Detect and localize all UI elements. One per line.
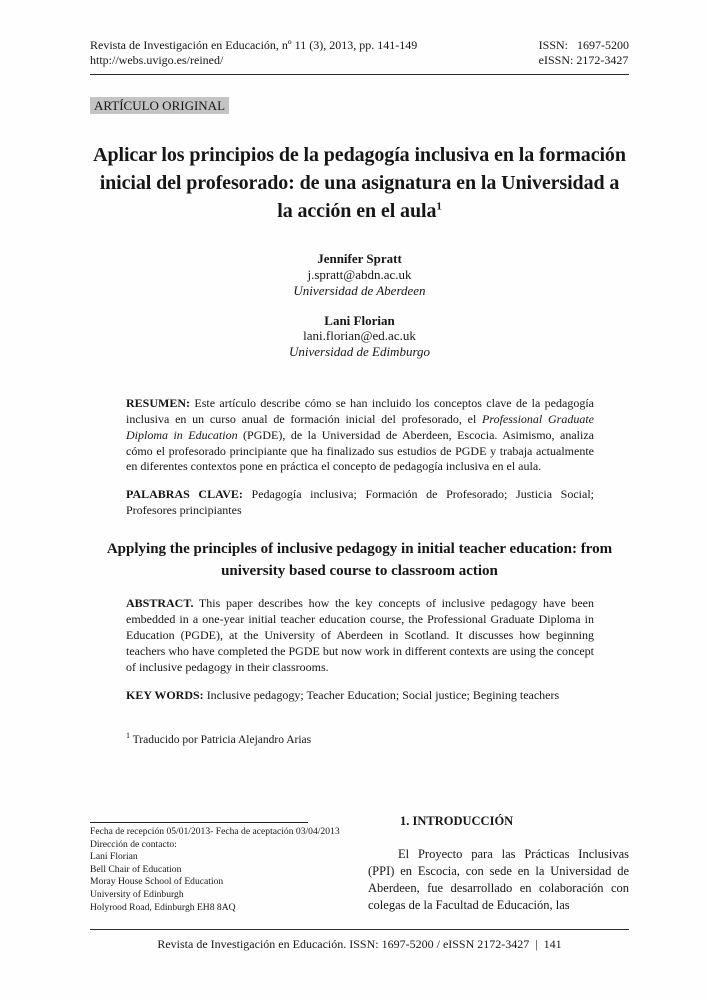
- contact-line: Holyrood Road, Edinburgh EH8 8AQ: [90, 901, 236, 913]
- translator-footnote: [126, 731, 629, 746]
- contact-line: Moray House School of Education: [90, 876, 224, 888]
- palabras-clave-paragraph: [126, 487, 594, 519]
- introduction-section: [368, 814, 629, 914]
- abstract-section: [126, 596, 594, 703]
- abstract-text: This paper describes how the key concepts of inclusive pedagogy have been embedded in a one-year initial teacher education course, the Professional Graduate Diploma in Education (PGDE), at the University of Aberdeen in Scotland. It discusses how beginning teachers who have completed the PGDE but now work in different contexts are using the concept of inclusive pedagogy in their classrooms.: [126, 596, 594, 674]
- contact-line: University of Edinburgh: [90, 888, 184, 900]
- author-affiliation: Universidad de Edimburgo: [288, 344, 431, 360]
- article-title-es: [90, 141, 629, 225]
- issn-block: [539, 38, 629, 68]
- keywords-paragraph: [126, 688, 594, 704]
- section-heading-introduction: 1. INTRODUCCIÓN: [400, 814, 514, 828]
- journal-citation: Revista de Investigación en Educación, nº 11 (3), 2013, pp. 141-149: [90, 38, 418, 52]
- palabras-clave-label: PALABRAS CLAVE:: [126, 487, 243, 502]
- contact-line: Fecha de recepción 05/01/2013- Fecha de aceptación 03/04/2013: [90, 826, 340, 837]
- issn-line: ISSN: 1697-5200: [538, 38, 629, 52]
- resumen-section: [126, 396, 594, 519]
- contact-block: [90, 822, 340, 914]
- footnote-divider: [90, 822, 308, 823]
- palabras-clave-text: Pedagogía inclusiva; Formación de Profesorado; Justicia Social; Profesores principiantes: [126, 487, 594, 518]
- journal-url[interactable]: http://webs.uvigo.es/reined/: [90, 53, 224, 67]
- eissn-line: eISSN: 2172-3427: [538, 53, 629, 67]
- page-footer: [90, 929, 629, 952]
- author-affiliation: Universidad de Aberdeen: [293, 282, 426, 298]
- author-name: Jennifer Spratt: [317, 251, 402, 266]
- keywords-text: Inclusive pedagogy; Teacher Education; Social justice; Begining teachers: [203, 687, 560, 702]
- contact-line: Dirección de contacto:: [90, 838, 177, 850]
- contact-line: Lani Florian: [90, 851, 138, 863]
- resumen-text-2: (PGDE), de la Universidad de Aberdeen, Escocia. Asimismo, analiza cómo el profesorado principiante que ha finalizado sus estudios de PGDE y trabaja actualmente en diferentes contextos pone en práctica el concepto de pedagogía inclusiva en el aula.: [126, 427, 594, 474]
- author-block: [90, 313, 629, 361]
- translator-footnote-text: Traducido por Patricia Alejandro Arias: [130, 734, 312, 747]
- page-header: [90, 38, 629, 68]
- course-name-italic: Professional Graduate Diploma in Education: [126, 411, 595, 442]
- article-title-es-text: Aplicar los principios de la pedagogía inclusiva en la formación inicial del profesorado: de una asignatura en la Universidad a la acción en el aula: [93, 144, 626, 222]
- badge-row: [90, 97, 629, 115]
- title-footnote-marker: 1: [436, 200, 442, 213]
- authors-block: [90, 251, 629, 360]
- bottom-columns: [90, 814, 629, 914]
- header-divider: [90, 74, 629, 75]
- introduction-paragraph: El Proyecto para las Prácticas Inclusivas (PPI) en Escocia, con sede en la Universidad de Aberdeen, fue desarrollado en colaboración con colegas de la Facultad de Educación, las: [368, 847, 629, 912]
- article-type-badge: ARTÍCULO ORIGINAL: [90, 97, 229, 114]
- resumen-paragraph: [126, 396, 594, 475]
- author-email[interactable]: j.spratt@abdn.ac.uk: [307, 266, 412, 282]
- translator-footnote-marker: 1: [126, 731, 130, 741]
- resumen-text-1: Este artículo describe cómo se han incluido los conceptos clave de la pedagogía inclusiva en un curso anual de formación inicial del profesorado, el: [126, 396, 594, 426]
- author-name: Lani Florian: [324, 312, 395, 328]
- contact-line: Bell Chair of Education: [90, 863, 182, 875]
- resumen-label: RESUMEN:: [126, 396, 191, 411]
- abstract-label: ABSTRACT.: [126, 596, 194, 611]
- footer-text: Revista de Investigación en Educación. ISSN: 1697-5200 / eISSN 2172-3427 | 141: [157, 937, 562, 951]
- author-email[interactable]: lani.florian@ed.ac.uk: [303, 328, 416, 344]
- keywords-label: KEY WORDS:: [126, 687, 204, 702]
- abstract-paragraph: [126, 596, 594, 675]
- journal-info: [90, 38, 417, 68]
- author-block: [90, 251, 629, 299]
- article-title-en: Applying the principles of inclusive pedagogy in initial teacher education: from university based course to classroom action: [106, 540, 613, 579]
